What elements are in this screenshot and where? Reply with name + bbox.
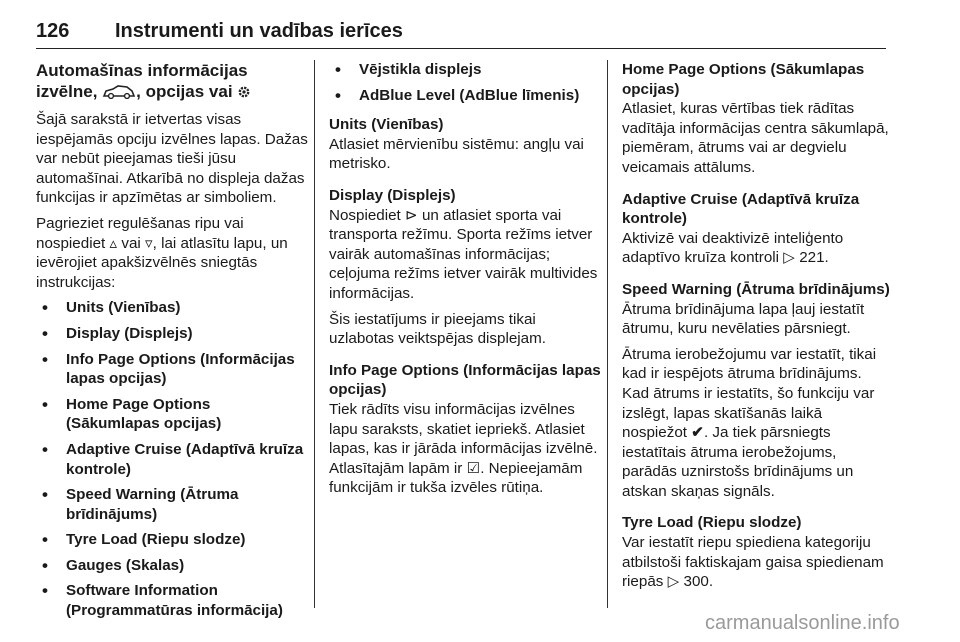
display-title: Display (Displejs) — [329, 186, 456, 204]
checkmark-icon: ✔ — [691, 424, 704, 442]
column-divider — [314, 60, 315, 608]
menu-option-list-cont — [329, 60, 601, 105]
column-1 — [36, 60, 308, 627]
car-icon — [102, 85, 136, 99]
list-item: • Info Page Options (Informācijas lapas opcijas) — [36, 350, 308, 389]
column-2 — [329, 60, 601, 510]
speed-text: Ātruma brīdinājuma lapa ļauj iestatīt ātrumu, kuru nevēlaties pārsniegt. — [622, 300, 865, 338]
units-text: Atlasiet mērvienību sistēmu: angļu vai metrisko. — [329, 135, 584, 173]
speed-title: Speed Warning (Ātruma brīdinājums) — [622, 280, 890, 298]
display-note: Šis iestatījums ir pieejams tikai uzlabotas veiktspējas displejam. — [329, 310, 546, 348]
list-item: • Vējstikla displejs — [329, 60, 601, 80]
section-heading: Automašīnas informācijas izvēlne, , opcijas vai — [36, 60, 308, 102]
home-title: Home Page Options (Sākumlapas opcijas) — [622, 61, 865, 98]
list-item: • AdBlue Level (AdBlue līmenis) — [329, 86, 601, 106]
page-title: Instrumenti un vadības ierīces — [115, 20, 403, 42]
speed-text-2: Ātruma ierobežojumu var iestatīt, tikai kad ir iespējots ātruma brīdinājums. Kad ātrums ir iestatīts, šo funkciju var izslēgt, lapas skatīšanās laikā nospiežot ✔. Ja tiek pārsniegts iestatītais ātruma ierobežojums, parādās uznirstošs brīdinājums un atskan skaņas signāls. — [622, 345, 877, 500]
list-item: • Tyre Load (Riepu slodze) — [36, 530, 308, 550]
column-3 — [622, 60, 890, 604]
checkbox-checked-icon: ☑ — [466, 459, 481, 477]
gear-icon — [237, 85, 251, 99]
page-header — [36, 20, 886, 49]
page-number: 126 — [36, 20, 70, 42]
units-title: Units (Vienības) — [329, 116, 444, 134]
info-text: Tiek rādīts visu informācijas izvēlnes lapu saraksts, skatiet iepriekš. Atlasiet lapas, kas ir jārāda informācijas izvēlnē. Atlasītajām lapām ir ☑. Nepieejamām funkcijām ir tukša izvēles rūtiņa. — [329, 400, 598, 497]
watermark: carmanualsonline.info — [705, 612, 900, 634]
instruction-text: Pagrieziet regulēšanas ripu vai nospiediet ▵ vai ▿, lai atlasītu lapu, un ievērojiet apakšizvēlnēs sniegtās instrukcijas: — [36, 214, 288, 291]
list-item: • Units (Vienības) — [36, 298, 308, 318]
play-icon: ⊳ — [405, 206, 418, 224]
column-divider — [607, 60, 608, 608]
tyre-section — [622, 513, 890, 591]
display-section — [329, 186, 601, 349]
info-section — [329, 361, 601, 498]
speed-section — [622, 280, 890, 502]
page-reference-icon: ▷ — [667, 573, 680, 591]
up-arrow-icon: ▵ — [109, 234, 118, 252]
list-item: • Home Page Options (Sākumlapas opcijas) — [36, 395, 308, 434]
page-reference-icon: ▷ — [783, 249, 795, 267]
intro-text: Šajā sarakstā ir ietvertas visas iespējamās opciju izvēlnes lapas. Dažas var nebūt pieejamas tieši jūsu automašīnai. Atkarībā no displeja dažas funkcijas ir apzīmētas ar simboliem. — [36, 111, 308, 207]
info-title: Info Page Options (Informācijas lapas opcijas) — [329, 361, 601, 399]
menu-option-list — [36, 298, 308, 620]
list-item: • Speed Warning (Ātruma brīdinājums) — [36, 485, 308, 524]
home-text: Atlasiet, kuras vērtības tiek rādītas vadītāja informācijas centra sākumlapā, piemēram, ātrums vai ar degvielu veicamais attālums. — [622, 100, 889, 176]
tyre-text: Var iestatīt riepu spiediena kategoriju atbilstoši faktiskajam gaisa spiedienam riepās ▷ 300. — [622, 534, 884, 591]
display-text: Nospiediet ⊳ un atlasiet sporta vai transporta režīmu. Sporta režīms ietver vairāk automašīnas informācijas; ceļojuma režīms ietver vairāk multivides informācijas. — [329, 206, 598, 302]
cruise-section — [622, 190, 890, 268]
home-section — [622, 60, 890, 178]
list-item: • Adaptive Cruise (Adaptīvā kruīza kontrole) — [36, 440, 308, 479]
tyre-title: Tyre Load (Riepu slodze) — [622, 514, 802, 532]
cruise-title: Adaptive Cruise (Adaptīvā kruīza kontrole) — [622, 190, 860, 228]
units-section — [329, 115, 601, 174]
down-arrow-icon: ▿ — [145, 234, 153, 252]
list-item: • Display (Displejs) — [36, 324, 308, 344]
list-item: • Gauges (Skalas) — [36, 556, 308, 576]
cruise-text: Aktivizē vai deaktivizē inteliģento adaptīvo kruīza kontroli ▷ 221. — [622, 229, 844, 267]
list-item: • Software Information (Programmatūras informācija) — [36, 581, 308, 620]
